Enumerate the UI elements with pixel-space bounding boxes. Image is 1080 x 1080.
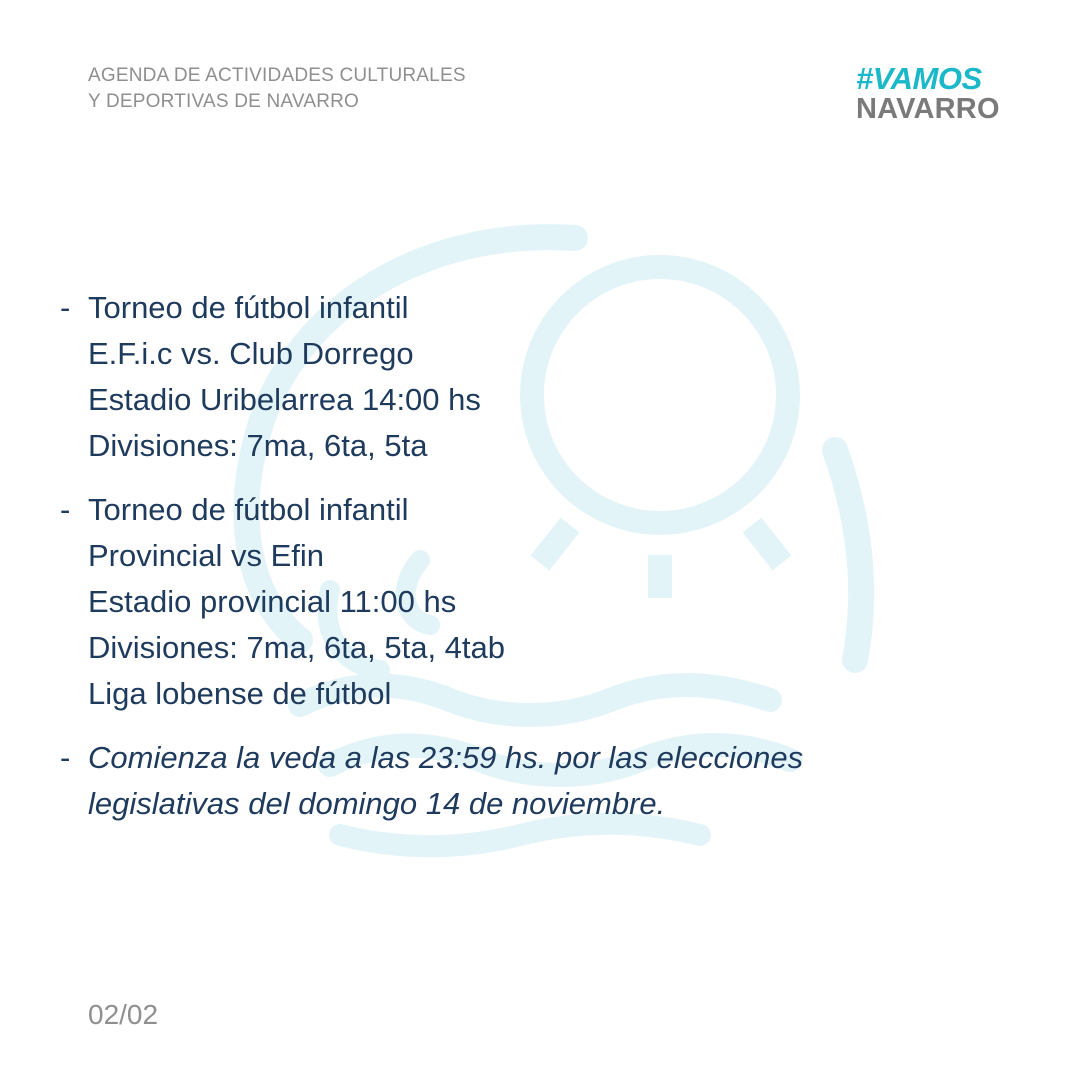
vamos-navarro-logo <box>856 61 1001 125</box>
agenda-entry-2 <box>60 487 960 717</box>
entry-line: Liga lobense de fútbol <box>88 676 392 711</box>
header-title-line-2: Y DEPORTIVAS DE NAVARRO <box>88 91 360 112</box>
entry-bullet: - <box>60 290 71 325</box>
agenda-list <box>60 285 960 845</box>
entry-line: Divisiones: 7ma, 6ta, 5ta <box>88 428 428 463</box>
page-number: 02/02 <box>88 999 159 1030</box>
entry-line: E.F.i.c vs. Club Dorrego <box>88 336 414 371</box>
agenda-entry-3-notice <box>60 735 960 827</box>
entry-line: legislativas del domingo 14 de noviembre. <box>88 786 666 821</box>
entry-bullet: - <box>60 740 71 775</box>
header-title-line-1: AGENDA DE ACTIVIDADES CULTURALES <box>88 65 466 86</box>
entry-bullet: - <box>60 492 71 527</box>
entry-line: Torneo de fútbol infantil <box>88 290 409 325</box>
logo-navarro-text: NAVARRO <box>856 93 1000 125</box>
entry-line: Provincial vs Efin <box>88 538 325 573</box>
entry-line: Estadio Uribelarrea 14:00 hs <box>88 382 481 417</box>
logo-hashtag-text: #VAMOS <box>856 61 982 96</box>
entry-line: Comienza la veda a las 23:59 hs. por las elecciones <box>88 740 804 775</box>
agenda-header-title <box>88 63 466 115</box>
entry-line: Estadio provincial 11:00 hs <box>88 584 457 619</box>
entry-line: Torneo de fútbol infantil <box>88 492 409 527</box>
agenda-entry-1 <box>60 285 960 469</box>
entry-line: Divisiones: 7ma, 6ta, 5ta, 4tab <box>88 630 506 665</box>
